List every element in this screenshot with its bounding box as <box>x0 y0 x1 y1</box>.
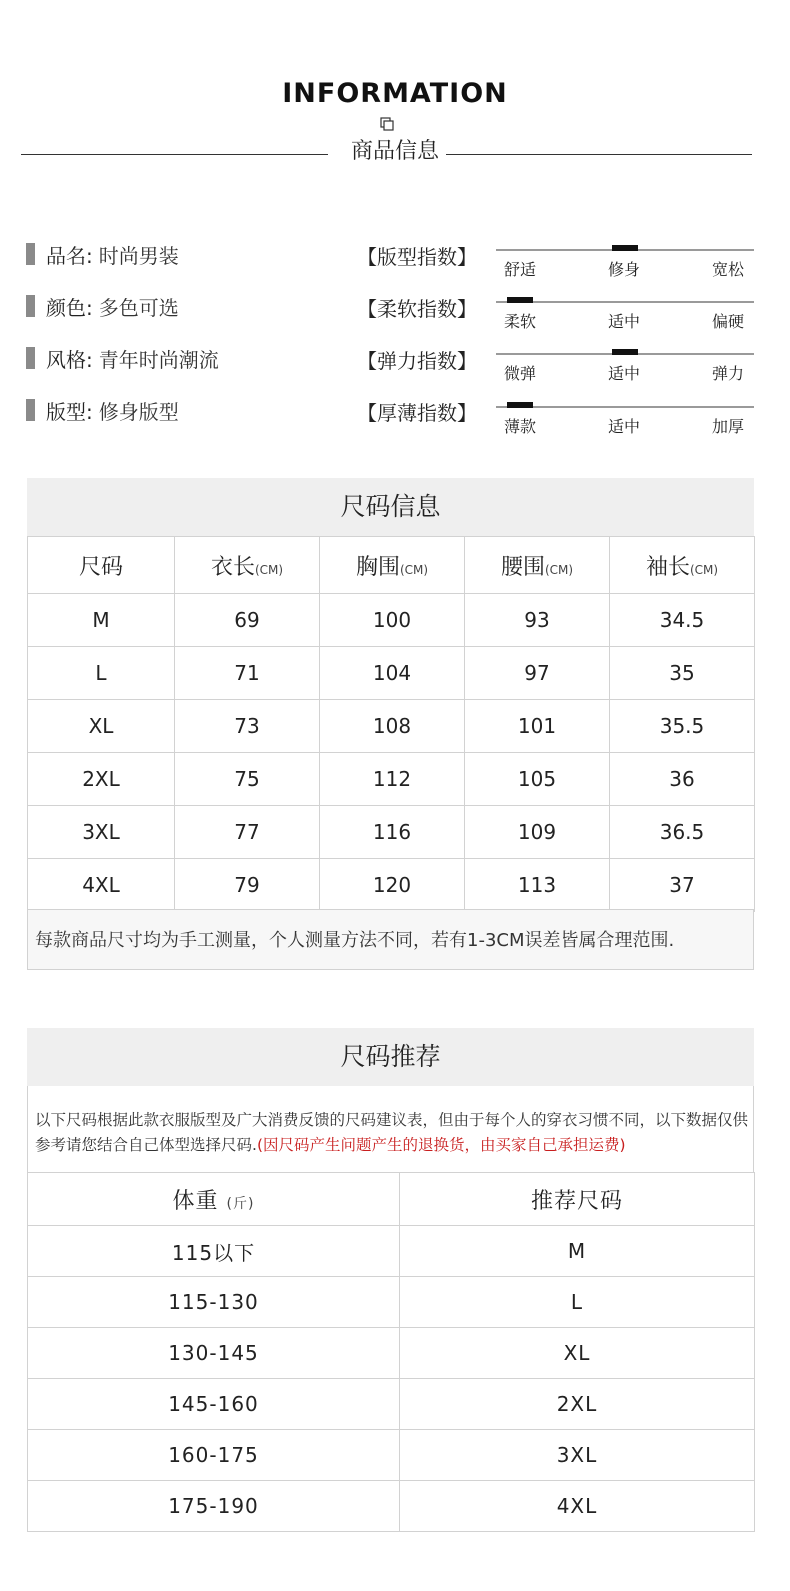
table-cell: XL <box>28 700 175 753</box>
table-cell: 34.5 <box>610 594 755 647</box>
scale-marker <box>507 402 533 408</box>
table-cell: 100 <box>320 594 465 647</box>
scale-marker <box>507 297 533 303</box>
table-cell: 71 <box>175 647 320 700</box>
table-row <box>28 859 755 912</box>
table-cell: 3XL <box>400 1430 755 1481</box>
col-header-label: 腰围 <box>500 554 545 580</box>
table-cell: 4XL <box>28 859 175 912</box>
table-cell: 175-190 <box>28 1481 400 1532</box>
index-label-thickness: 【厚薄指数】 <box>357 401 477 425</box>
index-label-fit: 【版型指数】 <box>357 245 477 269</box>
table-cell: 69 <box>175 594 320 647</box>
bullet-bar <box>26 399 35 421</box>
table-cell: 75 <box>175 753 320 806</box>
table-cell: 93 <box>465 594 610 647</box>
table-row <box>28 1328 755 1379</box>
scale-thickness <box>496 404 754 444</box>
table-cell: 36.5 <box>610 806 755 859</box>
size-recommend-title: 尺码推荐 <box>27 1028 754 1086</box>
table-cell: L <box>400 1277 755 1328</box>
size-table <box>27 536 755 912</box>
measurement-note: 每款商品尺寸均为手工测量，个人测量方法不同，若有1-3CM误差皆属合理范围. <box>27 909 754 970</box>
unit-label: (CM) <box>689 562 719 577</box>
info-value: 修身版型 <box>98 400 179 424</box>
scale-fit <box>496 247 754 287</box>
col-header <box>175 537 320 594</box>
table-cell: 3XL <box>28 806 175 859</box>
bullet-bar <box>26 243 35 265</box>
scale-label-high: 偏硬 <box>712 312 745 331</box>
page-title: INFORMATION <box>282 78 508 109</box>
scale-marker <box>612 245 638 251</box>
table-row <box>28 700 755 753</box>
table-row <box>28 1430 755 1481</box>
table-cell: M <box>28 594 175 647</box>
table-cell: 2XL <box>28 753 175 806</box>
col-header-size: 尺码 <box>28 537 175 594</box>
info-value: 时尚男装 <box>98 244 179 268</box>
col-header <box>465 537 610 594</box>
index-label-stretch: 【弹力指数】 <box>357 349 477 373</box>
table-row <box>28 594 755 647</box>
table-cell: 104 <box>320 647 465 700</box>
bullet-bar <box>26 295 35 317</box>
table-cell: XL <box>400 1328 755 1379</box>
scale-line <box>496 406 754 408</box>
unit-label: (CM) <box>399 562 429 577</box>
col-header-label: 胸围 <box>355 554 400 580</box>
scale-label-high: 弹力 <box>712 364 745 383</box>
table-cell: 79 <box>175 859 320 912</box>
scale-label-low: 舒适 <box>504 260 537 279</box>
col-header <box>320 537 465 594</box>
scale-line <box>496 301 754 303</box>
scale-label-high: 加厚 <box>712 417 745 436</box>
scale-label-mid: 适中 <box>608 312 641 331</box>
squares-icon <box>380 117 394 131</box>
table-cell: M <box>400 1226 755 1277</box>
info-key: 风格: <box>46 348 93 372</box>
table-row <box>28 1379 755 1430</box>
scale-label-low: 薄款 <box>504 417 537 436</box>
table-cell: 36 <box>610 753 755 806</box>
col-header-label: 体重 <box>172 1188 219 1214</box>
table-row <box>28 1277 755 1328</box>
recommend-table <box>27 1172 755 1532</box>
table-cell: 109 <box>465 806 610 859</box>
col-header-label: 袖长 <box>645 554 690 580</box>
table-cell: 112 <box>320 753 465 806</box>
unit-label: (斤) <box>226 1195 255 1212</box>
table-row <box>28 647 755 700</box>
table-row <box>28 806 755 859</box>
table-cell: 73 <box>175 700 320 753</box>
col-header-weight <box>28 1173 400 1226</box>
table-cell: 113 <box>465 859 610 912</box>
table-row <box>28 1226 755 1277</box>
scale-marker <box>612 349 638 355</box>
scale-label-low: 柔软 <box>504 312 537 331</box>
info-key: 颜色: <box>46 296 93 320</box>
info-key: 品名: <box>46 244 93 268</box>
table-cell: 108 <box>320 700 465 753</box>
table-cell: 115-130 <box>28 1277 400 1328</box>
unit-label: (CM) <box>544 562 574 577</box>
table-cell: 35.5 <box>610 700 755 753</box>
scale-label-high: 宽松 <box>712 260 745 279</box>
info-key: 版型: <box>46 400 93 424</box>
scale-label-mid: 适中 <box>608 417 641 436</box>
info-value: 多色可选 <box>98 296 179 320</box>
index-label-softness: 【柔软指数】 <box>357 297 477 321</box>
table-cell: 105 <box>465 753 610 806</box>
table-cell: 37 <box>610 859 755 912</box>
bullet-bar <box>26 347 35 369</box>
scale-softness <box>496 299 754 339</box>
table-cell: 130-145 <box>28 1328 400 1379</box>
table-header-row <box>28 537 755 594</box>
unit-label: (CM) <box>254 562 284 577</box>
scale-stretch <box>496 351 754 391</box>
divider-right <box>446 154 752 155</box>
table-cell: 4XL <box>400 1481 755 1532</box>
scale-label-mid: 修身 <box>608 260 641 279</box>
table-cell: 115以下 <box>28 1226 400 1277</box>
table-row <box>28 753 755 806</box>
table-row <box>28 1481 755 1532</box>
recommend-desc-text: 以下尺码根据此款衣服版型及广大消费反馈的尺码建议表，但由于每个人的穿衣习惯不同，以下数据仅供参考请您结合自己体型选择尺码. <box>35 1111 749 1154</box>
col-header-label: 衣长 <box>210 554 255 580</box>
table-cell: 97 <box>465 647 610 700</box>
table-cell: 145-160 <box>28 1379 400 1430</box>
recommend-description <box>27 1086 754 1172</box>
table-cell: 120 <box>320 859 465 912</box>
scale-label-mid: 适中 <box>608 364 641 383</box>
table-cell: 35 <box>610 647 755 700</box>
table-cell: 116 <box>320 806 465 859</box>
scale-label-low: 微弹 <box>504 364 537 383</box>
table-cell: L <box>28 647 175 700</box>
size-info-title: 尺码信息 <box>27 478 754 536</box>
col-header-size: 推荐尺码 <box>400 1173 755 1226</box>
table-cell: 160-175 <box>28 1430 400 1481</box>
table-cell: 2XL <box>400 1379 755 1430</box>
recommend-warning: (因尺码产生问题产生的退换货，由买家自己承担运费) <box>256 1136 626 1154</box>
table-cell: 101 <box>465 700 610 753</box>
table-cell: 77 <box>175 806 320 859</box>
col-header <box>610 537 755 594</box>
table-header-row <box>28 1173 755 1226</box>
page-subtitle: 商品信息 <box>350 139 439 164</box>
info-value: 青年时尚潮流 <box>98 348 219 372</box>
